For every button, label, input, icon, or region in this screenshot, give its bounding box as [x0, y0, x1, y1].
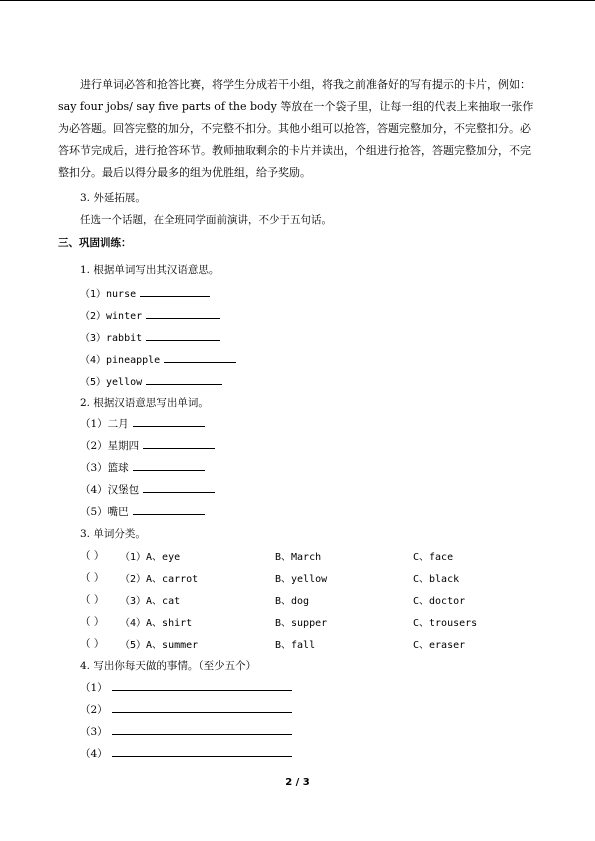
question-number: （3）A、cat [120, 596, 181, 607]
q1-item: （1）nurse [80, 285, 210, 300]
question-number: （1）A、eye [120, 552, 181, 563]
q2-title: 2. 根据汉语意思写出单词。 [80, 397, 209, 409]
q4-item: （4） [80, 746, 292, 761]
intro-paragraph: 进行单词必答和抢答比赛，将学生分成若干小组，将我之前准备好的写有提示的卡片，例如：say four jobs/ say five parts of the body 等放在一个袋子里，让每一组的代表上来抽取一张作为必答题。回答完整的加分，不完整不扣分。其他小组可以抢答，答题完整加分，不完整扣分。必答环节完成后，进行抢答环节。教师抽取剩余的卡片并读出，个组进行抢答，答题完整加分，不完整扣分。最后以得分最多的组为优胜组，给予奖励。 [58, 78, 534, 179]
option-b: B、yellow [275, 574, 328, 585]
q2-item: （4）汉堡包 [80, 482, 215, 497]
q1-item: （4）pineapple [80, 351, 236, 366]
q2-item: （3）篮球 [80, 460, 205, 475]
option-b: B、supper [275, 618, 328, 629]
option-c: C、doctor [413, 596, 466, 607]
answer-paren: （ ） [80, 616, 105, 628]
question-number: （4）A、shirt [120, 618, 193, 629]
q1-item: （2）winter [80, 307, 220, 322]
answer-paren: （ ） [80, 550, 105, 562]
question-number: （5）A、summer [120, 640, 199, 651]
question-number: （2）A、carrot [120, 574, 199, 585]
q2-item: （1）二月 [80, 416, 205, 431]
answer-paren: （ ） [80, 638, 105, 650]
option-b: B、dog [275, 596, 310, 607]
page-number: 2 / 3 [285, 777, 310, 788]
answer-paren: （ ） [80, 572, 105, 584]
option-b: B、fall [275, 640, 316, 651]
q4-item: （3） [80, 724, 292, 739]
section-heading: 三、巩固训练： [58, 237, 132, 249]
item3-title: 3. 外延拓展。 [80, 192, 146, 204]
option-c: C、black [413, 574, 460, 585]
q2-item: （5）嘴巴 [80, 504, 205, 519]
option-c: C、trousers [413, 618, 478, 629]
option-c: C、face [413, 552, 454, 563]
q2-item: （2）星期四 [80, 438, 215, 453]
q1-item: （5）yellow [80, 373, 222, 388]
q1-title: 1. 根据单词写出其汉语意思。 [80, 264, 220, 276]
q1-item: （3）rabbit [80, 329, 220, 344]
option-c: C、eraser [413, 640, 466, 651]
q4-item: （1） [80, 680, 292, 695]
answer-paren: （ ） [80, 594, 105, 606]
q3-title: 3. 单词分类。 [80, 528, 146, 540]
q4-title: 4. 写出你每天做的事情。（至少五个） [80, 660, 257, 672]
item3-text: 任选一个话题，在全班同学面前演讲，不少于五句话。 [80, 214, 332, 226]
q4-item: （2） [80, 702, 292, 717]
header-rule [0, 0, 595, 1]
option-b: B、March [275, 552, 322, 563]
